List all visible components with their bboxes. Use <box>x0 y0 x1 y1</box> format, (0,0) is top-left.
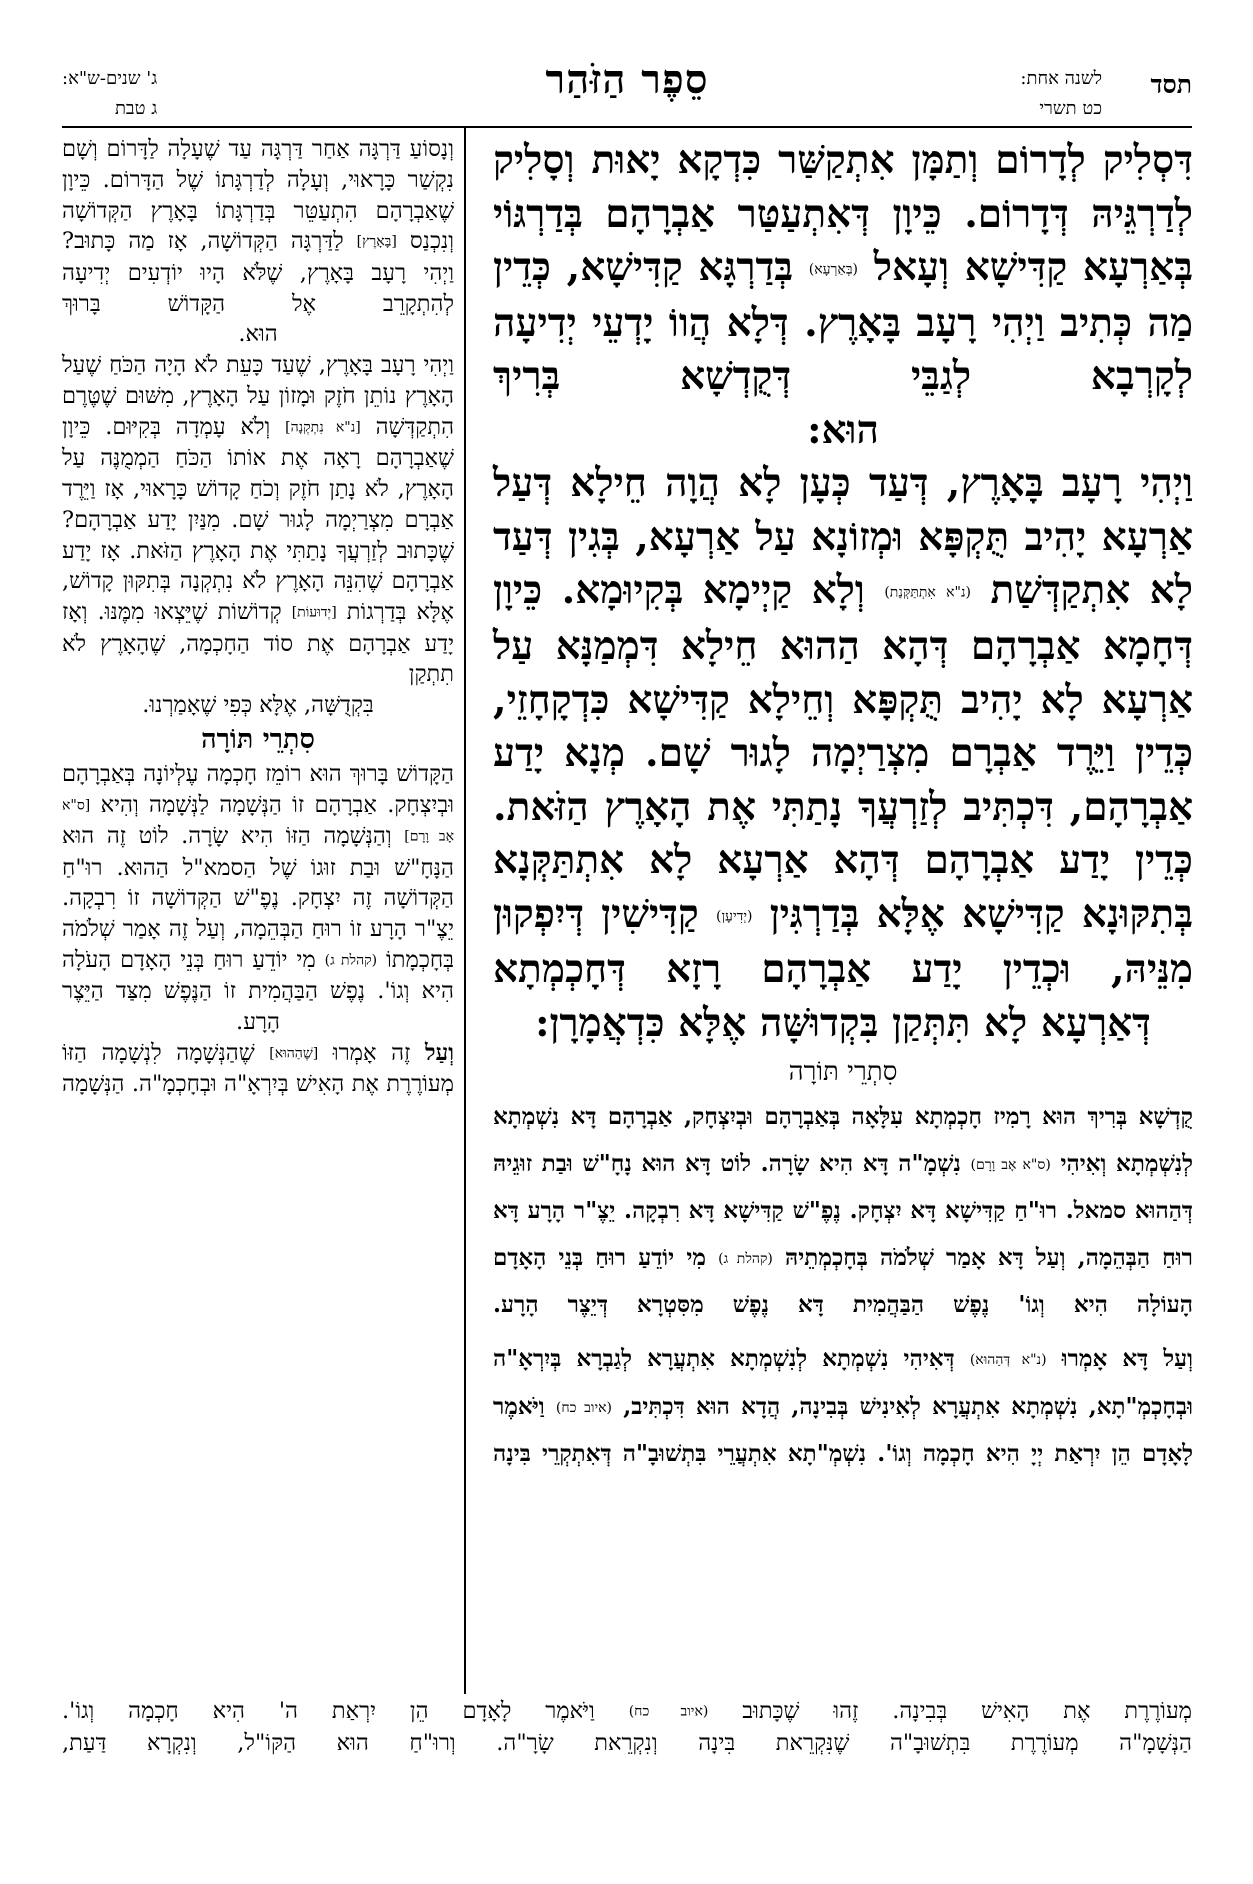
bottom-line-1-note: (איוב כח) <box>628 1703 709 1720</box>
main-p2-note: (נ"א אִתְתַּקְּנַת) <box>884 584 971 601</box>
main-p2-text: וַיְהִי רָעָב בָּאָרֶץ, דְּעַד כְּעָן לָא הֲוָה חֵילָא דְּעַל אַרְעָא יָהִיב תֻּקְפָּא וּמְזוֹנָא עַל אַרְעָא, בְּגִין דְּעַד לָא אִתְקַדְּשַׁת <box>493 460 1194 614</box>
sitrei-torah-heading: סִתְרֵי תּוֹרָה <box>788 1057 898 1088</box>
trans-p3-note: [ס"א אָב וָרָם] <box>62 797 454 845</box>
translation-paragraph-4 <box>62 1038 454 1100</box>
bottom-line-1-a: מְעוֹרֶרֶת אֶת הָאִישׁ בְּבִינָה. זֶהוּ שֶׁכָּתוּב <box>742 1698 1193 1724</box>
trans-p4-lead: וְעַל <box>424 1039 454 1066</box>
trans-p2-end: בִּקְדֻשָּׁה, אֶלָּא כְּפִי שֶׁאָמַרְנוּ. <box>142 692 374 719</box>
trans-p2-text-c: קְדוֹשׁוֹת שֶׁיֵּצְאוּ מִמֶּנּוּ. וְאָז יָדַע אַבְרָהָם אֶת סוֹד הַחָכְמָה, שֶׁהָאָרֶץ לֹא תִתְקַן <box>62 599 454 688</box>
main-paragraph-2 <box>493 457 1193 997</box>
sitrei-p1-note2: (קהלת ג) <box>718 1250 773 1267</box>
main-p1-note: (בְּאַרְעָא) <box>808 261 859 278</box>
trans-p3-end: הָרָע. <box>236 1009 280 1036</box>
trans-p4-text-b: שֶׁהַנְּשָׁמָה לִנְשָׁמָה הַזּוֹ מְעוֹרֶרֶת אֶת הָאִישׁ בְּיִרְאָ"ה וּבְחָכְמָ"ה. הַנְּשָׁמָה <box>62 1039 454 1098</box>
page-number: תסד <box>1150 70 1192 99</box>
trans-sitrei-heading: סִתְרֵי תּוֹרָה <box>201 723 315 755</box>
bottom-continuation <box>62 1696 1192 1759</box>
trans-p3-text: הַקָּדוֹשׁ בָּרוּךְ הוּא רוֹמֵז חָכְמָה עֶלְיוֹנָה בְּאַבְרָהָם וּבְיִצְחָק. אַבְרָהָם זוֹ הַנְּשָׁמָה לַנְּשָׁמָה וְהִיא <box>62 760 455 818</box>
sitrei-p2-text-c: וַיֹּאמֶר לָאָדָם הֵן יִרְאַת יְיָ הִיא חָכְמָה וְגוֹ'. נִשְׁמְ"תָא אִתְעֲרֵי בִּתְשׁוּבָ"ה דְּאִתְקְרֵי בִּינָה <box>493 1392 1193 1467</box>
trans-p4-note: [שֶׁהַהוּא] <box>269 1045 319 1062</box>
page-header <box>62 58 1192 128</box>
header-rule <box>62 126 1192 128</box>
main-p2-note2: (יְדִיעָן) <box>716 907 753 924</box>
sitrei-p2-text-b: דְּאִיהִי נִשְׁמְתָא לְנִשְׁמְתָא אִתְעֲרָא לְגַבְרָא בְּיִרְאָ"ה וּבְחָכְמְ"תָא, נִשְׁמְתָא אִתְעֲרָא לְאִינִישׁ בְּבִינָה, הֲדָא הוּא דִּכְתִּיב, <box>493 1345 1193 1420</box>
sitrei-paragraph-1 <box>493 1094 1193 1328</box>
schedule-one-year-date: כט תשרי <box>1039 98 1102 119</box>
trans-p1-end: הוּא. <box>238 321 278 348</box>
trans-p2-note2: [יְדוּעוֹת] <box>291 604 337 621</box>
main-p2-text-c: קַדִּישִׁין דְּיִפְקוּן מִנֵּיהּ, וּכְדֵין יָדַע אַבְרָהָם רָזָא דְּחָכְמְתָא <box>493 890 1193 993</box>
translation-paragraph-2 <box>62 350 454 690</box>
main-p2-end: דְּאַרְעָא לָא תִּתְּקַן בִּקְדוּשָּׁה אֶלָּא כִּדְאֲמָרָן: <box>535 999 1151 1046</box>
main-p1-text-b: בְּדַרְגָּא קַדִּישָׁא, כְּדֵין מַה כְּתִיב וַיְהִי רָעָב בָּאָרֶץ. דְּלָא הֲווֹ יָדְעֵי יְדִיעָה לְקָרְבָא לְגַבֵּי דְּקֻדְשָׁא בְּרִיךְ <box>493 244 1193 400</box>
trans-p3-note2: (קהלת ג) <box>324 952 378 969</box>
trans-p1-text: וְנָסוֹעַ דַּרְגָּה אַחַר דַּרְגָּה עַד שֶׁעָלָה לַדָּרוֹם וְשָׁם נִקְשַׁר כָּרָאוּי, וְעָלָה לְדַרְגָּתוֹ שֶׁל הַדָּרוֹם. כֵּיוָן שֶׁאַבְרָהָם הִתְעַטֵּר בְּדַרְגָּתוֹ בָּאָרֶץ הַקְּדוֹשָׁה וְנִכְנַס <box>62 136 455 255</box>
trans-p2-note: [נ"א נִתְקְנָה] <box>285 419 361 436</box>
sitrei-paragraph-2 <box>493 1336 1193 1477</box>
sitrei-p1-text-b: נִשְׁמָ"ה דָּא הִיא שָׂרָה. לוֹט דָּא הוּא נָחָ"שׁ וּבַת זוּגֵיהּ דְּהַהוּא סמאל. רוּ"חַ קַדִּישָׁא דָּא יִצְחָק. נֶפֶ"שׁ קַדִּישָׁא דָּא רִבְקָה. יֵצֶ"ר הָרָע דָּא רוּחַ הַבְּהֵמָה, וְעַל דָּא אָמַר שְׁלֹמֹה בְּחָכְמְתֵיהּ <box>493 1149 1193 1271</box>
sitrei-p2-text: וְעַל דָּא אָמְרוּ <box>1061 1345 1194 1373</box>
sitrei-p2-note2: (איוב כח) <box>555 1399 613 1416</box>
schedule-three-year-label: ג' שנים-ש"א: <box>62 68 158 89</box>
schedule-three-year-date: ג טבת <box>114 98 158 119</box>
trans-p2-text: וַיְהִי רָעָב בָּאָרֶץ, שֶׁעַד כָּעֵת לֹא הָיָה הַכֹּחַ שֶׁעַל הָאָרֶץ נוֹתֵן חֹזֶק וּמָזוֹן עַל הָאָרֶץ, מִשּׁוּם שֶׁטֶּרֶם הִתְקַדְּשָׁה <box>62 352 455 440</box>
bottom-line-2: הַנְּשָׁמָ"ה מְעוֹרֶרֶת בִּתְשׁוּבָ"ה שֶׁנִּקְרֵאת בִּינָה וְנִקְרֵאת שָׂרָ"ה. וְרוּ"חַ הוּא הַקּוֹ"ל, וְנִקְרָא דַּעַת, <box>62 1729 1192 1756</box>
sitrei-p1-note: (ס"א אָב וָרָם) <box>970 1156 1051 1173</box>
sitrei-p1-text: קֻדְשָׁא בְּרִיךְ הוּא רָמִיז חָכְמְתָא עִלָּאָה בְּאַבְרָהָם וּבְיִצְחָק, אַבְרָהָם דָּא נִשְׁמְתָא לְנִשְׁמְתָא וְאִיהִי <box>493 1103 1193 1177</box>
main-paragraph-1 <box>493 134 1193 404</box>
main-p1-text: דִּסְלִיק לְדָרוֹם וְתַמָּן אִתְקַשַּׁר כִּדְקָא יָאוּת וְסָלִיק לְדַרְגֵּיהּ דְּדָרוֹם. כֵּיוָן דְּאִתְעַטַּר אַבְרָהָם בְּדַרְגּוֹי בְּאַרְעָא קַדִּישָׁא וְעָאל <box>493 137 1194 290</box>
trans-p3-text-c: מִי יוֹדֵעַ רוּחַ בְּנֵי הָאָדָם הָעֹלָה הִיא וְגוֹ'. נֶפֶשׁ הַבַּהֲמִית זוֹ הַנֶּפֶשׁ מִצַּד הַיֵּצֶר <box>62 946 454 1005</box>
main-text-column <box>493 134 1193 1477</box>
schedule-three-year <box>62 64 157 124</box>
column-divider <box>464 128 466 1694</box>
translation-paragraph-3 <box>62 759 454 1007</box>
trans-p1-note: [בָּאָרֶץ] <box>356 233 397 250</box>
main-p1-end: הוּא: <box>807 406 879 453</box>
translation-paragraph-1 <box>62 134 454 319</box>
sitrei-p1-text-c: מִי יוֹדֵעַ רוּחַ בְּנֵי הָאָדָם הָעוֹלָה הִיא וְגוֹ' נֶפֶשׁ הַבַּהֲמִית דָּא נֶפֶשׁ מִסִּטְרָא דְּיֵצֶר הָרָע. <box>493 1243 1193 1318</box>
trans-p1-text-b: לַדַּרְגָּה הַקְּדוֹשָׁה, אָז מַה כָּתוּב? וַיְהִי רָעָב בָּאָרֶץ, שֶׁלֹּא הָיוּ יוֹדְעִים יְדִיעָה לְהִתְקָרֵב אֶל הַקָּדוֹשׁ בָּרוּךְ <box>62 228 454 317</box>
main-p2-text-b: וְלָא קַיְימָא בְּקִיוּמָא. כֵּיוָן דְּחָמָא אַבְרָהָם דְּהָא הַהוּא חֵילָא דִּמְמַנָּא עַל אַרְעָא לָא יָהִיב תֻּקְפָּא וְחֵילָא קַדִּישָׁא כִּדְקָחָזֵי, כְּדֵין וַיֵּרֶד אַבְרָם מִצְרַיְמָה לָגוּר שָׁם. מְנָא יָדַע אַבְרָהָם, דִּכְתִּיב לְזַרְעֲךָ נָתַתִּי אֶת הָאָרֶץ הַזֹּאת. כְּדֵין יָדַע אַבְרָהָם דְּהָא אַרְעָא לָא אִתְתַּקְּנָא בְּתִקּוּנָא קַדִּישָׁא אֶלָּא בְּדַרְגִּין <box>493 567 1193 937</box>
trans-p4-text: זֶה אָמְרוּ <box>332 1039 411 1066</box>
trans-p2-text-b: וְלֹא עָמְדָה בְּקִיּוּם. כֵּיוָן שֶׁאַבְרָהָם רָאָה אֶת אוֹתוֹ הַכֹּחַ הַמְמֻנֶּה עַל הָאָרֶץ, לֹא נָתַן חֹזֶק וְכֹחַ קָדוֹשׁ כָּרָאוּי, אָז וַיֵּרֶד אַבְרָם מִצְרַיְמָה לָגוּר שָׁם. מִנַּיִן יָדַע אַבְרָהָם? שֶׁכָּתוּב לְזַרְעֲךָ נָתַתִּי אֶת הָאָרֶץ הַזֹּאת. אָז יָדַע אַבְרָהָם שֶׁהִנֵּה הָאָרֶץ לֹא נִתְקְנָה בְּתִקּוּן קָדוֹשׁ, אֶלָּא בְּדַרְגוֹת <box>62 413 454 626</box>
bottom-line-1 <box>62 1696 1192 1728</box>
bottom-line-1-b: וַיֹּאמֶר לָאָדָם הֵן יִרְאַת ה' הִיא חָכְמָה וְגוֹ'. <box>62 1698 595 1724</box>
trans-p3-text-b: וְהַנְּשָׁמָה הַזּוֹ הִיא שָׂרָה. לוֹט זֶה הוּא הַנָּחָ"שׁ וּבַת זוּגוֹ שֶׁל הַסמא"ל הַהוּא. רוּ"חַ הַקְּדוֹשָׁה זֶה יִצְחָק. נֶפֶ"שׁ הַקְּדוֹשָׁה זוֹ רִבְקָה. יֵצֶ"ר הָרָע זוֹ רוּחַ הַבְּהֵמָה, וְעַל זֶה אָמַר שְׁלֹמֹה בְּחָכְמָתוֹ <box>62 823 454 973</box>
translation-column <box>62 134 454 1100</box>
sitrei-p2-note: (נ"א דְּהַהוּא) <box>969 1352 1047 1368</box>
schedule-one-year-label: לשנה אחת: <box>1020 68 1102 89</box>
book-title: סֵפֶר הַזֹּהַר <box>545 56 709 103</box>
